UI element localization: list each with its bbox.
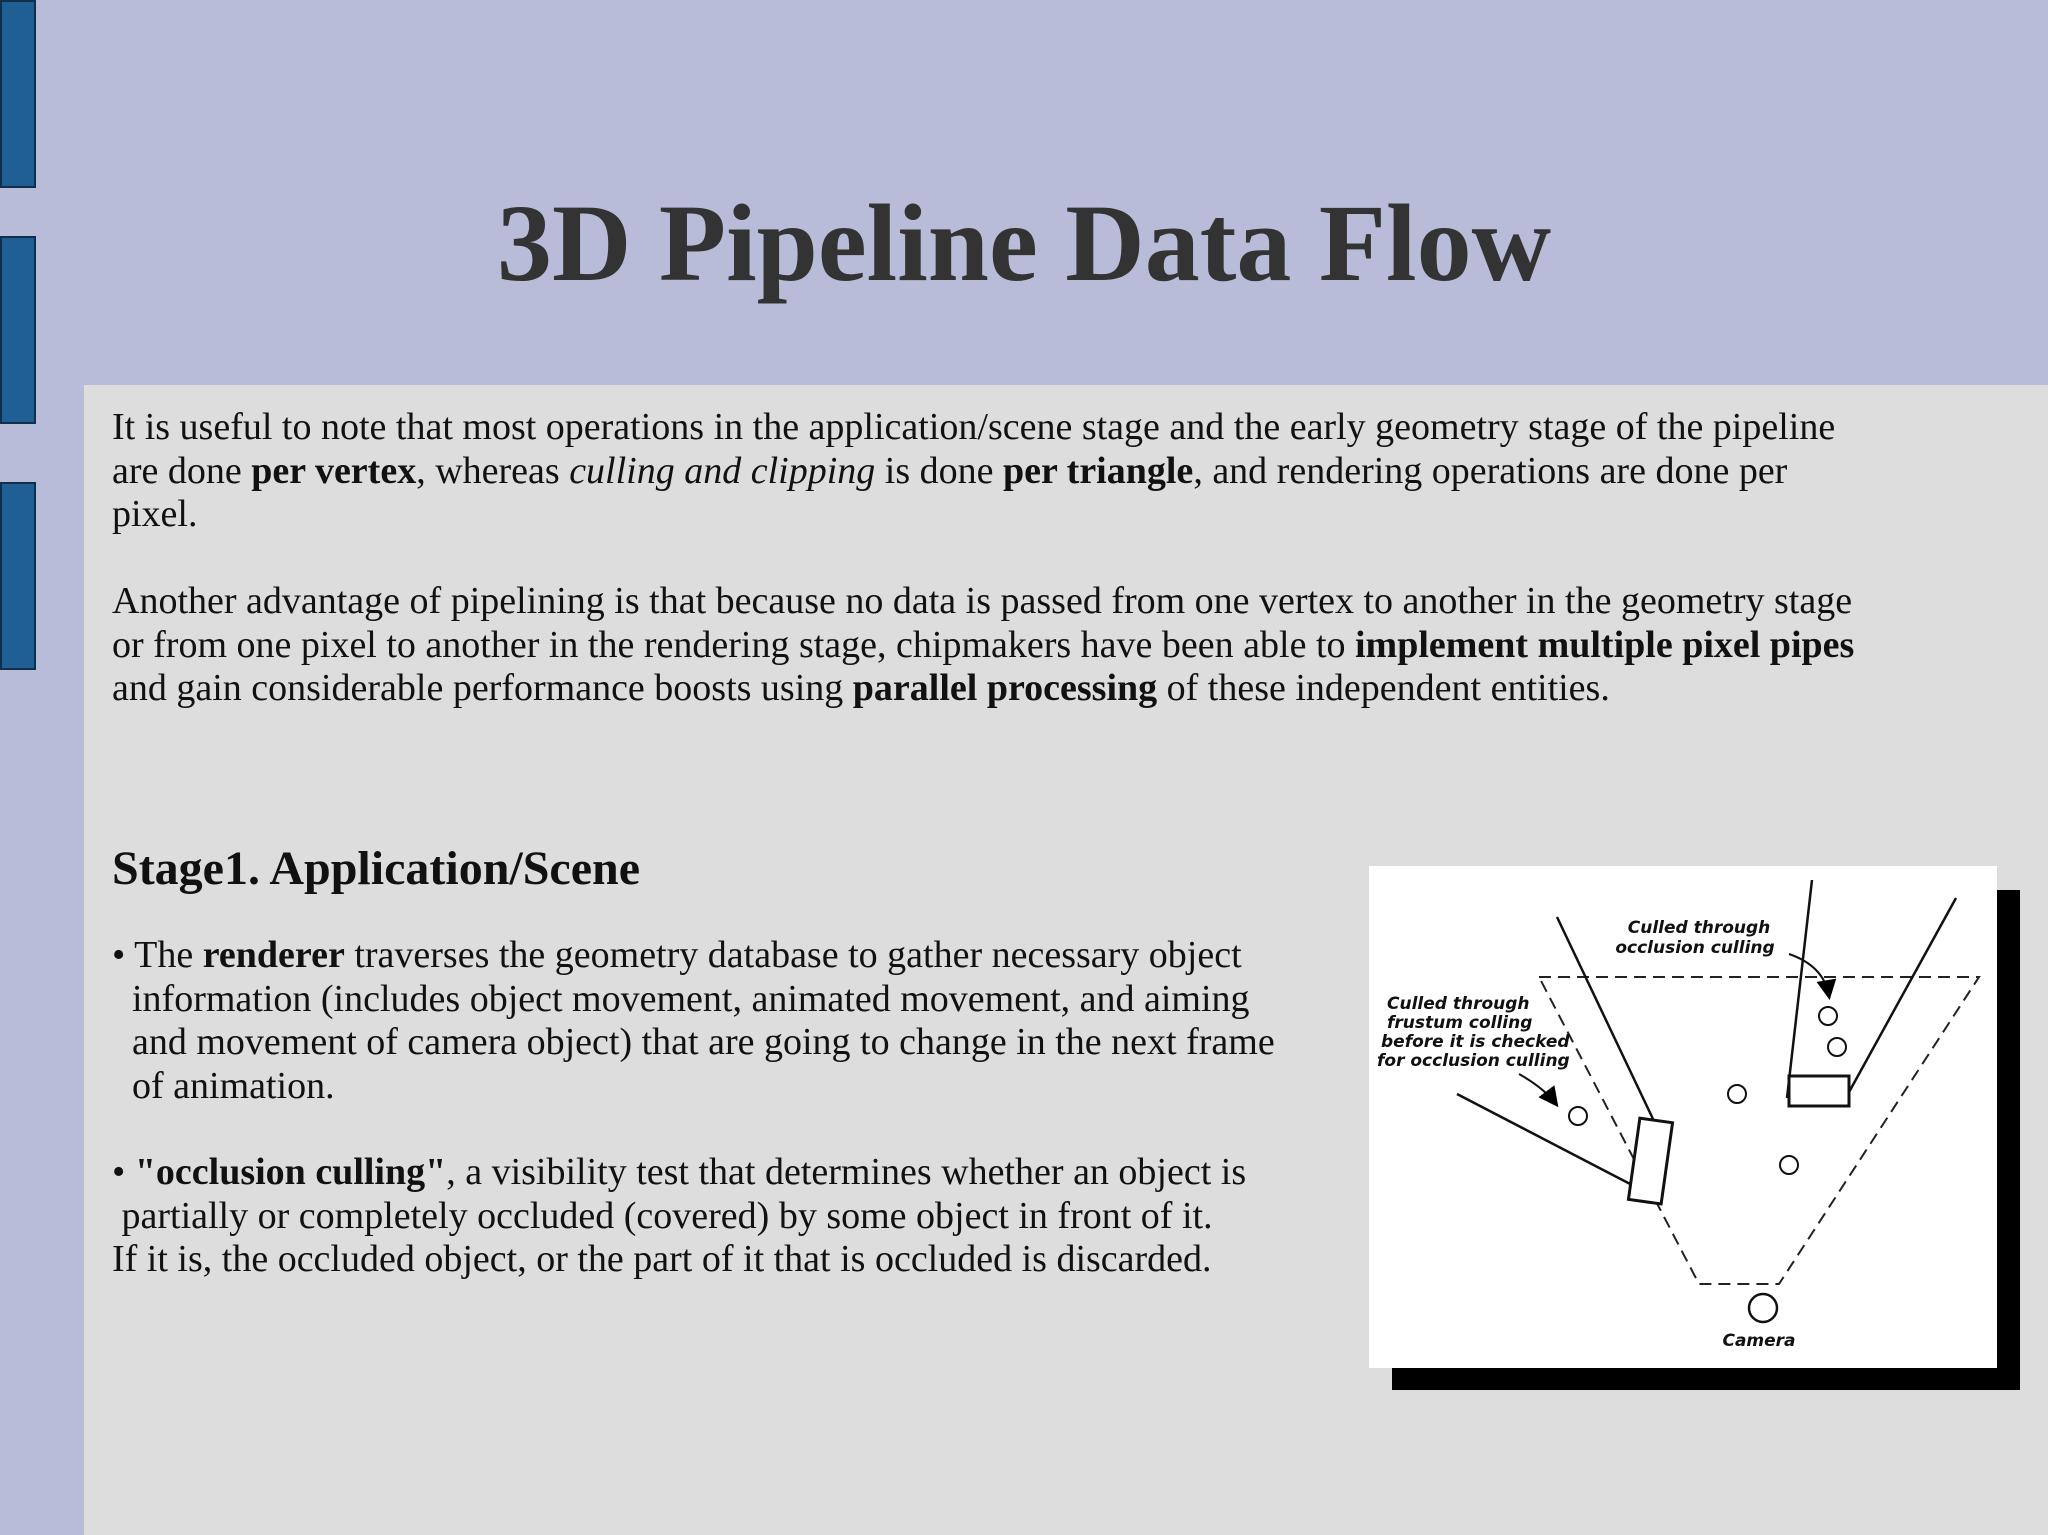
side-bar-bottom	[0, 482, 36, 670]
paragraph-per-vertex	[112, 406, 2048, 537]
object-circle	[1819, 1007, 1837, 1025]
text: of these independent entities.	[1157, 667, 1610, 709]
text: The	[125, 934, 203, 976]
bold-per-vertex: per vertex	[251, 449, 417, 492]
bullet1-line3: and movement of camera object) that are going to change in the next frame	[132, 1021, 1275, 1063]
text: or from one pixel to another in the rendering stage, chipmakers have been able to	[112, 623, 1355, 666]
paragraph2-line1: Another advantage of pipelining is that because no data is passed from one vertex to another in the geometry stage	[112, 580, 1853, 622]
bullet-marker: •	[112, 934, 126, 976]
bold-renderer: renderer	[202, 934, 345, 976]
bullet1-line4: of animation.	[132, 1064, 335, 1107]
label-frustum-4: for occlusion culling	[1377, 1051, 1570, 1071]
bullet1-line2: information (includes object movement, animated movement, and aiming	[132, 977, 1250, 1020]
text: traverses the geometry database to gather necessary object	[344, 934, 1242, 976]
object-circle	[1828, 1038, 1846, 1056]
bullet2-line2: partially or completely occluded (covered) by some object in front of it.	[112, 1194, 1213, 1237]
stage-heading: Stage1. Application/Scene	[112, 842, 641, 895]
text: , whereas	[416, 449, 570, 492]
paragraph1-line3: pixel.	[112, 493, 198, 535]
bold-parallel-processing: parallel processing	[852, 667, 1158, 709]
paragraph2-line2	[112, 624, 2048, 668]
text: are done	[112, 449, 252, 492]
paragraph1-line1: It is useful to note that most operations in the application/scene stage and the early geometry stage of the pipeline	[112, 406, 1836, 448]
label-frustum-2: frustum colling	[1387, 1013, 1533, 1033]
bullet-occlusion-culling	[112, 1151, 1412, 1282]
label-occlusion-2: occlusion culling	[1615, 938, 1775, 958]
bold-multiple-pixel-pipes: implement multiple pixel pipes	[1355, 623, 1855, 666]
text: is done	[875, 449, 1003, 492]
label-frustum-1: Culled through	[1387, 994, 1530, 1014]
arrow-occlusion	[1789, 954, 1829, 996]
paragraph2-line3	[112, 667, 2048, 711]
bullet-marker: •	[112, 1151, 126, 1193]
object-circle	[1780, 1156, 1798, 1174]
side-bar-top	[0, 0, 36, 188]
italic-culling-clipping: culling and clipping	[569, 449, 876, 492]
frustum-outline	[1539, 977, 1979, 1284]
occluder-line-right	[1843, 898, 1956, 1103]
label-frustum-3: before it is checked	[1381, 1032, 1570, 1052]
occluder-box-tilted	[1628, 1118, 1672, 1204]
text: and gain considerable performance boosts using	[112, 667, 853, 709]
paragraph-pipelining	[112, 580, 2048, 711]
bullet1-line1	[112, 934, 1412, 978]
occluder-box-flat	[1789, 1076, 1849, 1106]
arrow-frustum	[1519, 1074, 1556, 1104]
culling-diagram-svg	[1369, 866, 1997, 1368]
bold-per-triangle: per triangle	[1002, 449, 1194, 492]
bullet2-line3: If it is, the occluded object, or the part of it that is occluded is discarded.	[112, 1238, 1212, 1280]
occluder-line-mid	[1787, 880, 1812, 1098]
label-camera: Camera	[1722, 1331, 1796, 1351]
culling-diagram	[1369, 866, 1997, 1368]
paragraph1-line2	[112, 450, 2048, 494]
label-occlusion-1: Culled through	[1627, 918, 1771, 938]
text: , and rendering operations are done per	[1193, 449, 1788, 492]
slide-title: 3D Pipeline Data Flow	[496, 182, 1552, 304]
bullet-renderer	[112, 934, 1412, 1108]
camera-circle	[1749, 1294, 1777, 1322]
object-circle	[1569, 1107, 1587, 1125]
bullet2-line1	[112, 1151, 1412, 1195]
bold-occlusion-culling: "occlusion culling"	[125, 1151, 447, 1193]
text: , a visibility test that determines whether an object is	[446, 1151, 1247, 1193]
object-circle	[1728, 1085, 1746, 1103]
